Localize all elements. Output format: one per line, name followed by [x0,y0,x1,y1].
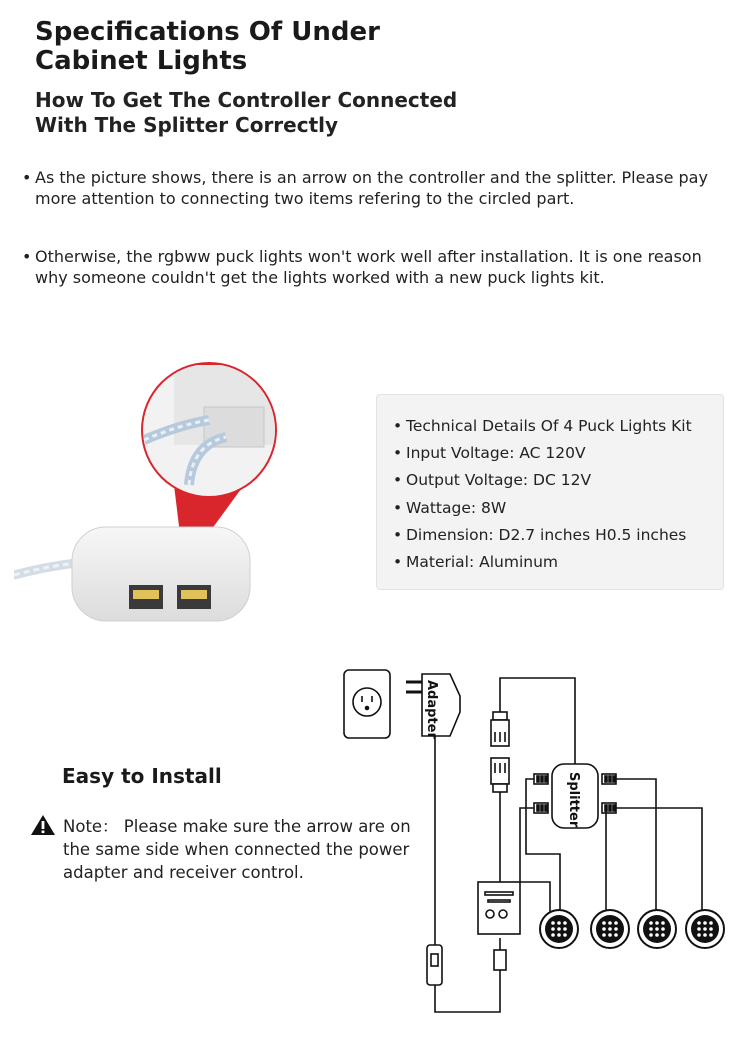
splitter-label: Splitter [566,772,581,828]
spec-item [393,495,723,522]
spec-text: Input Voltage: AC 120V [406,444,586,463]
install-title: Easy to Install [62,764,222,788]
spec-text: Dimension: D2.7 inches H0.5 inches [406,525,687,544]
cable [14,563,76,575]
bullet: • [393,444,403,463]
plug-icon [406,682,422,692]
bullet: • [393,417,403,435]
bullet: • [393,553,403,572]
instruction-text-2: Otherwise, the rgbww puck lights won't work well after installation. It is one reason why someone couldn't get the lights worked with a new puck lights kit. [35,247,702,287]
spec-text: Wattage: 8W [406,498,507,517]
install-note: Note： Please make sure the arrow are on the same side when connected the power adapter and receiver control. [63,817,411,882]
splitter-photo [14,345,284,635]
connector-icon [493,712,507,720]
splitter-box [72,527,250,621]
bullet: • [393,525,403,544]
connector-icon [427,945,442,985]
spec-box [376,394,724,590]
warning-icon [30,814,56,836]
magnified-connector [141,362,284,500]
puck-light-icon [591,910,629,948]
puck-light-icon [686,910,724,948]
receiver-controller [478,882,520,934]
adapter-label: Adapter [424,680,439,739]
puck-light-icon [540,910,578,948]
puck-light-icon [638,910,676,948]
spec-item [393,440,723,467]
page-subtitle: How To Get The Controller Connected With The Splitter Correctly [35,88,458,137]
page-title: Specifications Of Under Cabinet Lights [35,17,380,76]
spec-item [393,522,723,549]
spec-text: Material: Aluminum [406,553,559,572]
outlet-icon [344,670,390,738]
spec-item [393,413,723,440]
instruction-text-1: As the picture shows, there is an arrow on the controller and the splitter. Please pay more attention to connecting two items refering to the circled part. [35,168,708,208]
bullet: • [22,168,32,187]
instruction-paragraph-2 [22,246,734,288]
spec-text: Output Voltage: DC 12V [406,471,592,490]
wiring-diagram [330,660,730,1025]
connector-icon [494,950,506,970]
spec-item [393,549,723,576]
instruction-paragraph-1 [22,167,734,209]
bullet: • [393,471,403,490]
bullet: • [393,498,403,517]
spec-text: Technical Details Of 4 Puck Lights Kit [406,417,692,435]
bullet: • [22,247,32,266]
spec-item [393,467,723,494]
